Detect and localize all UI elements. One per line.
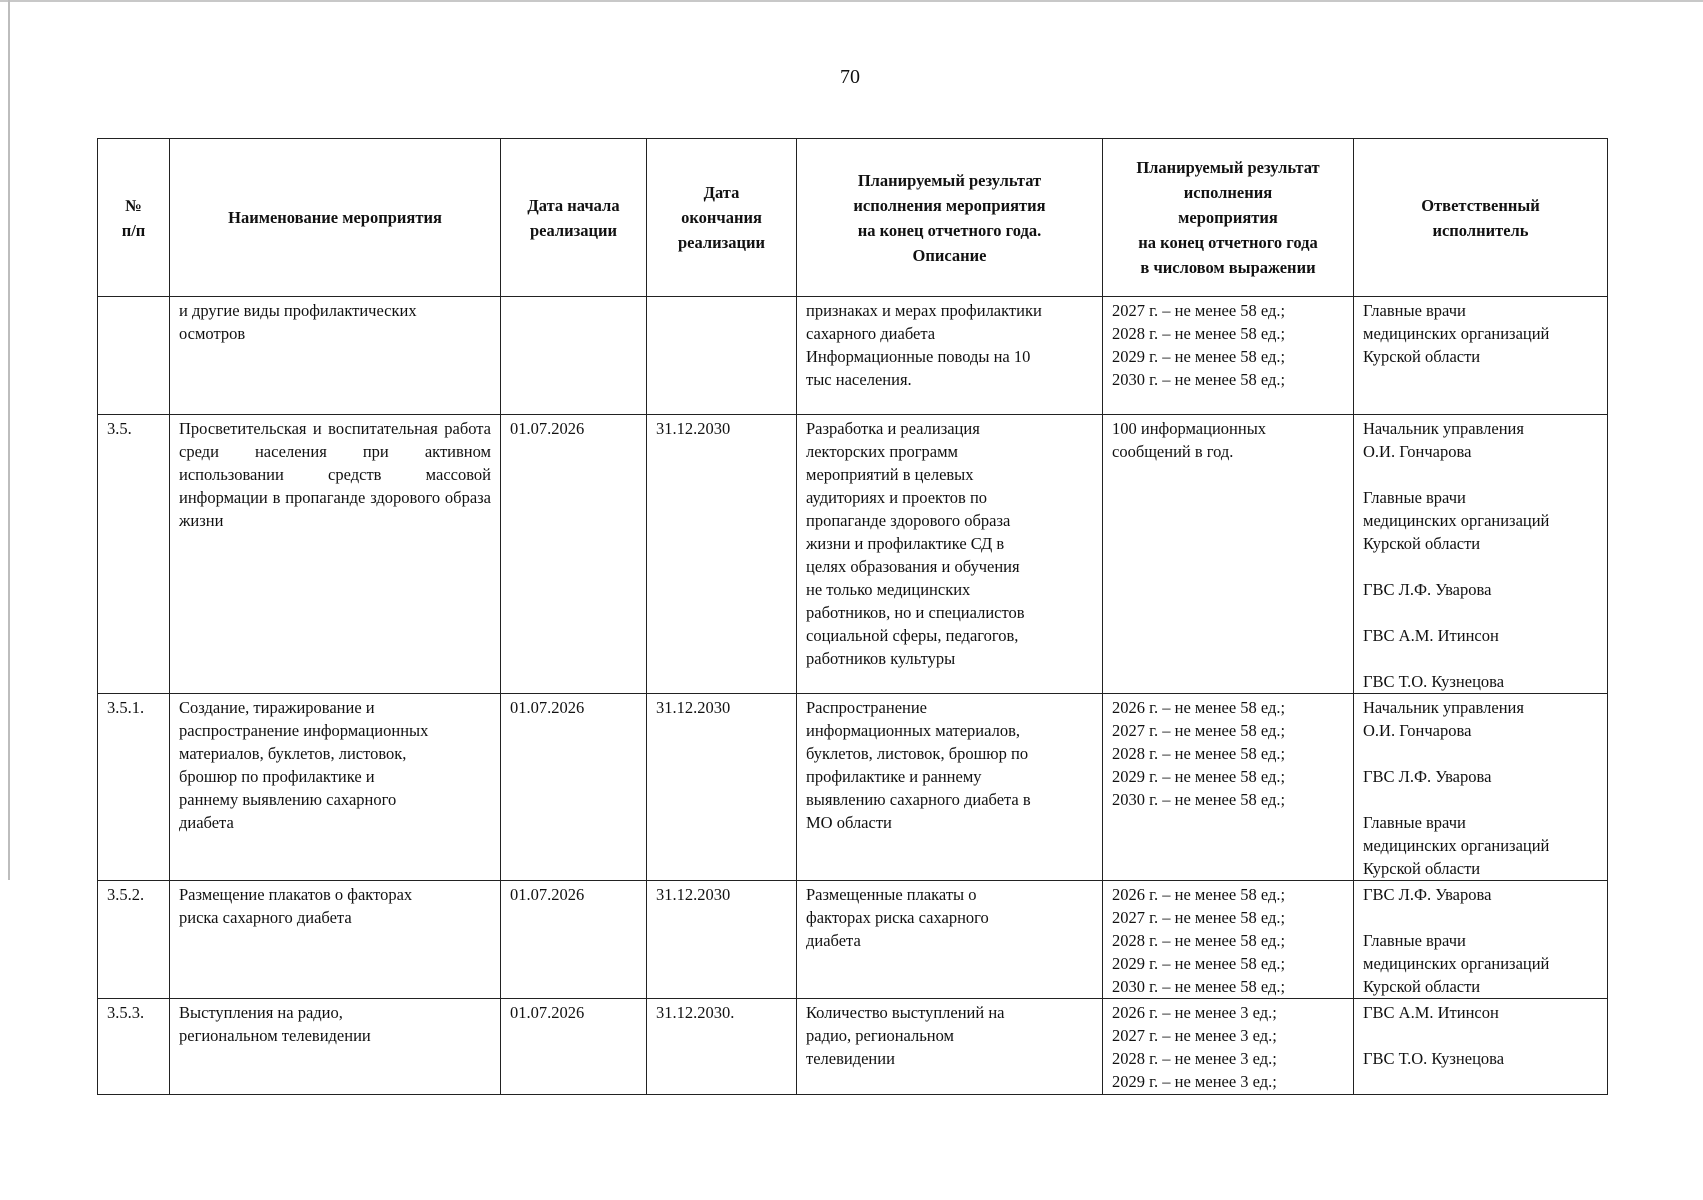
cell-end-date <box>647 297 797 415</box>
cell-result-description: Распространение информационных материалов, буклетов, листовок, брошюр по профилактике и раннему выявлению сахарного диабета в МО области <box>797 694 1103 881</box>
cell-start-date: 01.07.2026 <box>501 694 647 881</box>
cell-result-numeric: 2027 г. – не менее 58 ед.; 2028 г. – не менее 58 ед.; 2029 г. – не менее 58 ед.; 2030 г. – не менее 58 ед.; <box>1103 297 1354 415</box>
cell-activity-name: Создание, тиражирование и распространение информационных материалов, буклетов, листовок, брошюр по профилактике и раннему выявлению сахарного диабета <box>170 694 501 881</box>
cell-start-date: 01.07.2026 <box>501 881 647 999</box>
table-row <box>98 881 1608 999</box>
cell-activity-name: и другие виды профилактических осмотров <box>170 297 501 415</box>
cell-number: 3.5.2. <box>98 881 170 999</box>
cell-start-date: 01.07.2026 <box>501 999 647 1095</box>
cell-start-date: 01.07.2026 <box>501 415 647 694</box>
cell-start-date <box>501 297 647 415</box>
cell-number: 3.5.3. <box>98 999 170 1095</box>
cell-end-date: 31.12.2030 <box>647 415 797 694</box>
cell-activity-name: Выступления на радио, региональном телевидении <box>170 999 501 1095</box>
cell-result-numeric: 2026 г. – не менее 58 ед.; 2027 г. – не менее 58 ед.; 2028 г. – не менее 58 ед.; 2029 г. – не менее 58 ед.; 2030 г. – не менее 58 ед.; <box>1103 694 1354 881</box>
cell-result-numeric: 2026 г. – не менее 3 ед.; 2027 г. – не менее 3 ед.; 2028 г. – не менее 3 ед.; 2029 г. – не менее 3 ед.; <box>1103 999 1354 1095</box>
table-header-row <box>98 139 1608 297</box>
cell-result-description: Разработка и реализация лекторских программ мероприятий в целевых аудиториях и проектов по пропаганде здорового образа жизни и профилактике СД в целях образования и обучения не только медицинских работников, но и специалистов социальной сферы, педагогов, работников культуры <box>797 415 1103 694</box>
cell-responsible: Главные врачи медицинских организаций Курской области <box>1354 297 1608 415</box>
page-number: 70 <box>840 66 860 88</box>
cell-end-date: 31.12.2030. <box>647 999 797 1095</box>
header-end-date: Дата окончания реализации <box>647 139 797 297</box>
header-result-numeric: Планируемый результат исполнения мероприятия на конец отчетного года в числовом выражении <box>1103 139 1354 297</box>
cell-result-description: признаках и мерах профилактики сахарного диабета Информационные поводы на 10 тыс населения. <box>797 297 1103 415</box>
cell-activity-name: Просветительская и воспитательная работа среди населения при активном использовании средств массовой информации в пропаганде здорового образа жизни <box>170 415 501 694</box>
cell-responsible: ГВС А.М. Итинсон ГВС Т.О. Кузнецова <box>1354 999 1608 1095</box>
cell-responsible: ГВС Л.Ф. Уварова Главные врачи медицинских организаций Курской области <box>1354 881 1608 999</box>
activities-table <box>97 138 1608 1095</box>
header-result-description: Планируемый результат исполнения мероприятия на конец отчетного года. Описание <box>797 139 1103 297</box>
table-row <box>98 297 1608 415</box>
cell-result-description: Количество выступлений на радио, региональном телевидении <box>797 999 1103 1095</box>
header-activity-name: Наименование мероприятия <box>170 139 501 297</box>
cell-number <box>98 297 170 415</box>
scan-border-top <box>0 0 1703 2</box>
header-start-date: Дата начала реализации <box>501 139 647 297</box>
cell-responsible: Начальник управления О.И. Гончарова Главные врачи медицинских организаций Курской области ГВС Л.Ф. Уварова ГВС А.М. Итинсон ГВС Т.О. Кузнецова <box>1354 415 1608 694</box>
cell-result-description: Размещенные плакаты о факторах риска сахарного диабета <box>797 881 1103 999</box>
cell-end-date: 31.12.2030 <box>647 694 797 881</box>
cell-responsible: Начальник управления О.И. Гончарова ГВС Л.Ф. Уварова Главные врачи медицинских организаций Курской области <box>1354 694 1608 881</box>
cell-number: 3.5.1. <box>98 694 170 881</box>
cell-result-numeric: 2026 г. – не менее 58 ед.; 2027 г. – не менее 58 ед.; 2028 г. – не менее 58 ед.; 2029 г. – не менее 58 ед.; 2030 г. – не менее 58 ед.; <box>1103 881 1354 999</box>
scan-border-left <box>8 0 10 880</box>
cell-activity-name: Размещение плакатов о факторах риска сахарного диабета <box>170 881 501 999</box>
table-row <box>98 415 1608 694</box>
header-number: № п/п <box>98 139 170 297</box>
cell-end-date: 31.12.2030 <box>647 881 797 999</box>
header-responsible: Ответственный исполнитель <box>1354 139 1608 297</box>
cell-result-numeric: 100 информационных сообщений в год. <box>1103 415 1354 694</box>
table-row <box>98 694 1608 881</box>
table-row <box>98 999 1608 1095</box>
cell-number: 3.5. <box>98 415 170 694</box>
